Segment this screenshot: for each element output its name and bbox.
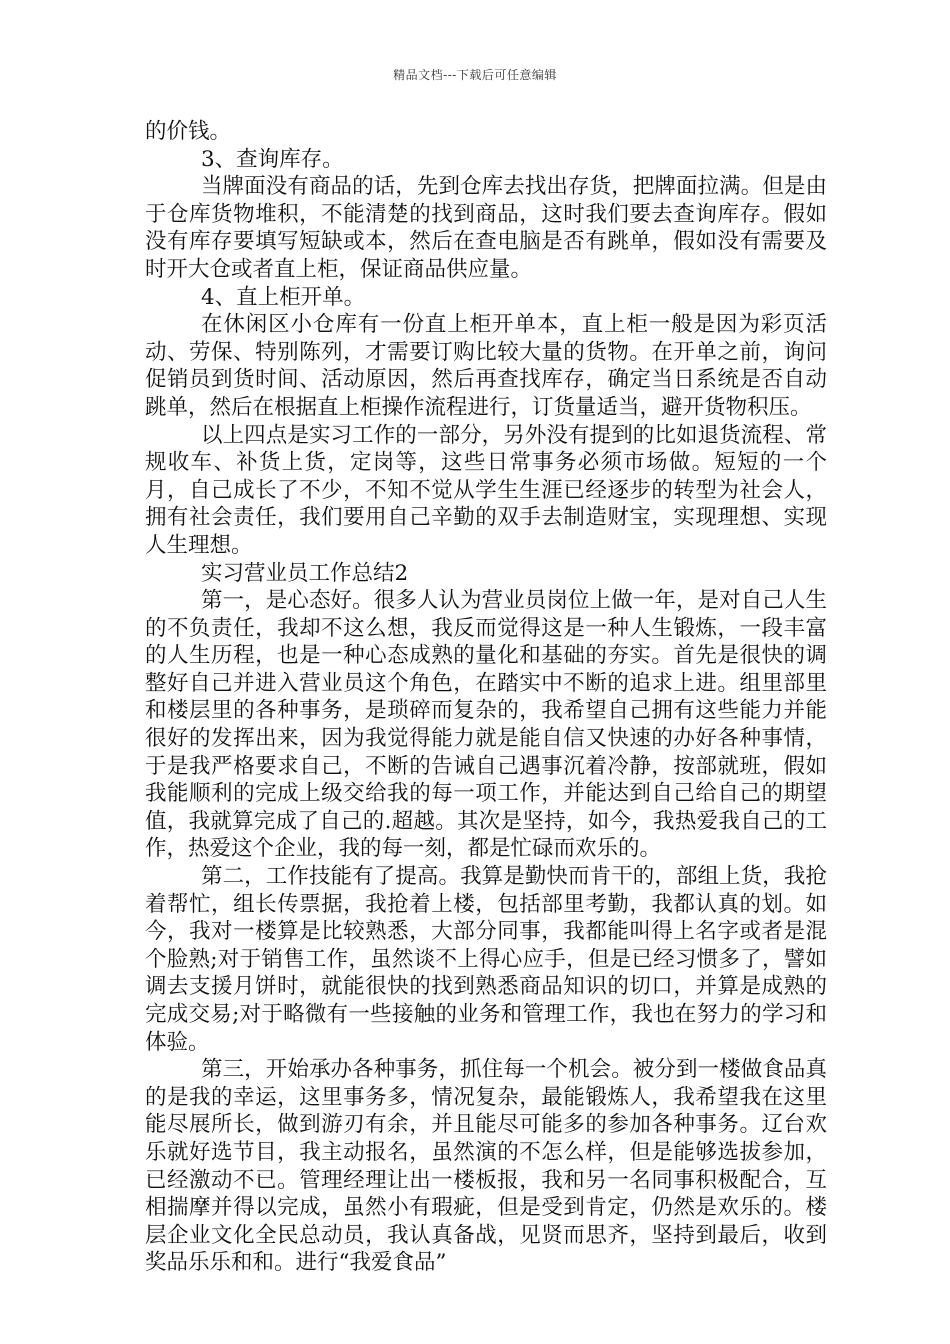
paragraph-direct-counter-order: 在休闲区小仓库有一份直上柜开单本，直上柜一般是因为彩页活动、劳保、特别陈列，才需要订购比较大量的货物。在开单之前，询问促销员到货时间、活动原因，然后再查找库存，确定当日系统是否自动跳单，然后在根据直上柜操作流程进行，订货量适当，避开货物积压。 (145, 312, 827, 420)
paragraph-first-attitude: 第一，是心态好。很多人认为营业员岗位上做一年，是对自己人生的不负责任，我却不这么想，我反而觉得这是一种人生锻炼，一段丰富的人生历程，也是一种心态成熟的量化和基础的夯实。首先是很快的调整好自己并进入营业员这个角色，在踏实中不断的追求上进。组里部里和楼层里的各种事务，是琐碎而复杂的，我希望自己拥有这些能力并能很好的发挥出来，因为我觉得能力就是能自信又快速的办好各种事情，于是我严格要求自己，不断的告诫自己遇事沉着冷静，按部就班，假如我能顺利的完成上级交给我的每一项工作，并能达到自己给自己的期望值，我就算完成了自己的.超越。其次是坚持，如今，我热爱我自己的工作，热爱这个企业，我的每一刻，都是忙碌而欢乐的。 (145, 588, 827, 862)
paragraph-third-affairs: 第三，开始承办各种事务，抓住每一个机会。被分到一楼做食品真的是我的幸运，这里事务多，情况复杂，最能锻炼人，我希望我在这里能尽展所长，做到游刃有余，并且能尽可能多的参加各种事务。辽台欢乐就好选节目，我主动报名，虽然演的不怎么样，但是能够选拔参加，已经激动不已。管理经理让出一楼板报，我和另一名同事积极配合，互相揣摩并得以完成，虽然小有瑕疵，但是受到肯定，仍然是欢乐的。楼层企业文化全民总动员，我认真备战，见贤而思齐，坚持到最后，收到奖品乐乐和和。进行“我爱食品” (145, 1057, 827, 1276)
paragraph-price-tail: 的价钱。 (145, 119, 232, 144)
heading-check-inventory: 3、查询库存。 (201, 146, 344, 172)
document-body (145, 118, 827, 1277)
paragraph-summary: 以上四点是实习工作的一部分，另外没有提到的比如退货流程、常规收车、补货上货，定岗等，这些日常事务必须市场做。短短的一个月，自己成长了不少，不知不觉从学生生涯已经逐步的转型为社会人，拥有社会责任，我们要用自己辛勤的双手去制造财宝，实现理想、实现人生理想。 (145, 422, 827, 558)
heading-direct-counter-order: 4、直上柜开单。 (201, 284, 366, 310)
paragraph-second-skills: 第二，工作技能有了提高。我算是勤快而肯干的，部组上货，我抢着帮忙，组长传票据，我抢着上楼，包括部里考勤，我都认真的划。如今，我对一楼算是比较熟悉，大部分同事，我都能叫得上名字或者是混个脸熟;对于销售工作，虽然谈不上得心应手，但是已经习惯多了，譬如调去支援月饼时，就能很快的找到熟悉商品知识的切口，并算是成熟的完成交易;对于略微有一些接触的业务和管理工作，我也在努力的学习和体验。 (145, 864, 827, 1055)
page-header: 精品文档---下载后可任意编辑 (393, 68, 557, 82)
section-title-summary-2: 实习营业员工作总结2 (201, 560, 409, 586)
paragraph-check-inventory: 当牌面没有商品的话，先到仓库去找出存货，把牌面拉满。但是由于仓库货物堆积，不能清楚的找到商品，这时我们要去查询库存。假如没有库存要填写短缺或本，然后在查电脑是否有跳单，假如没有需要及时开大仓或者直上柜，保证商品供应量。 (145, 174, 827, 282)
